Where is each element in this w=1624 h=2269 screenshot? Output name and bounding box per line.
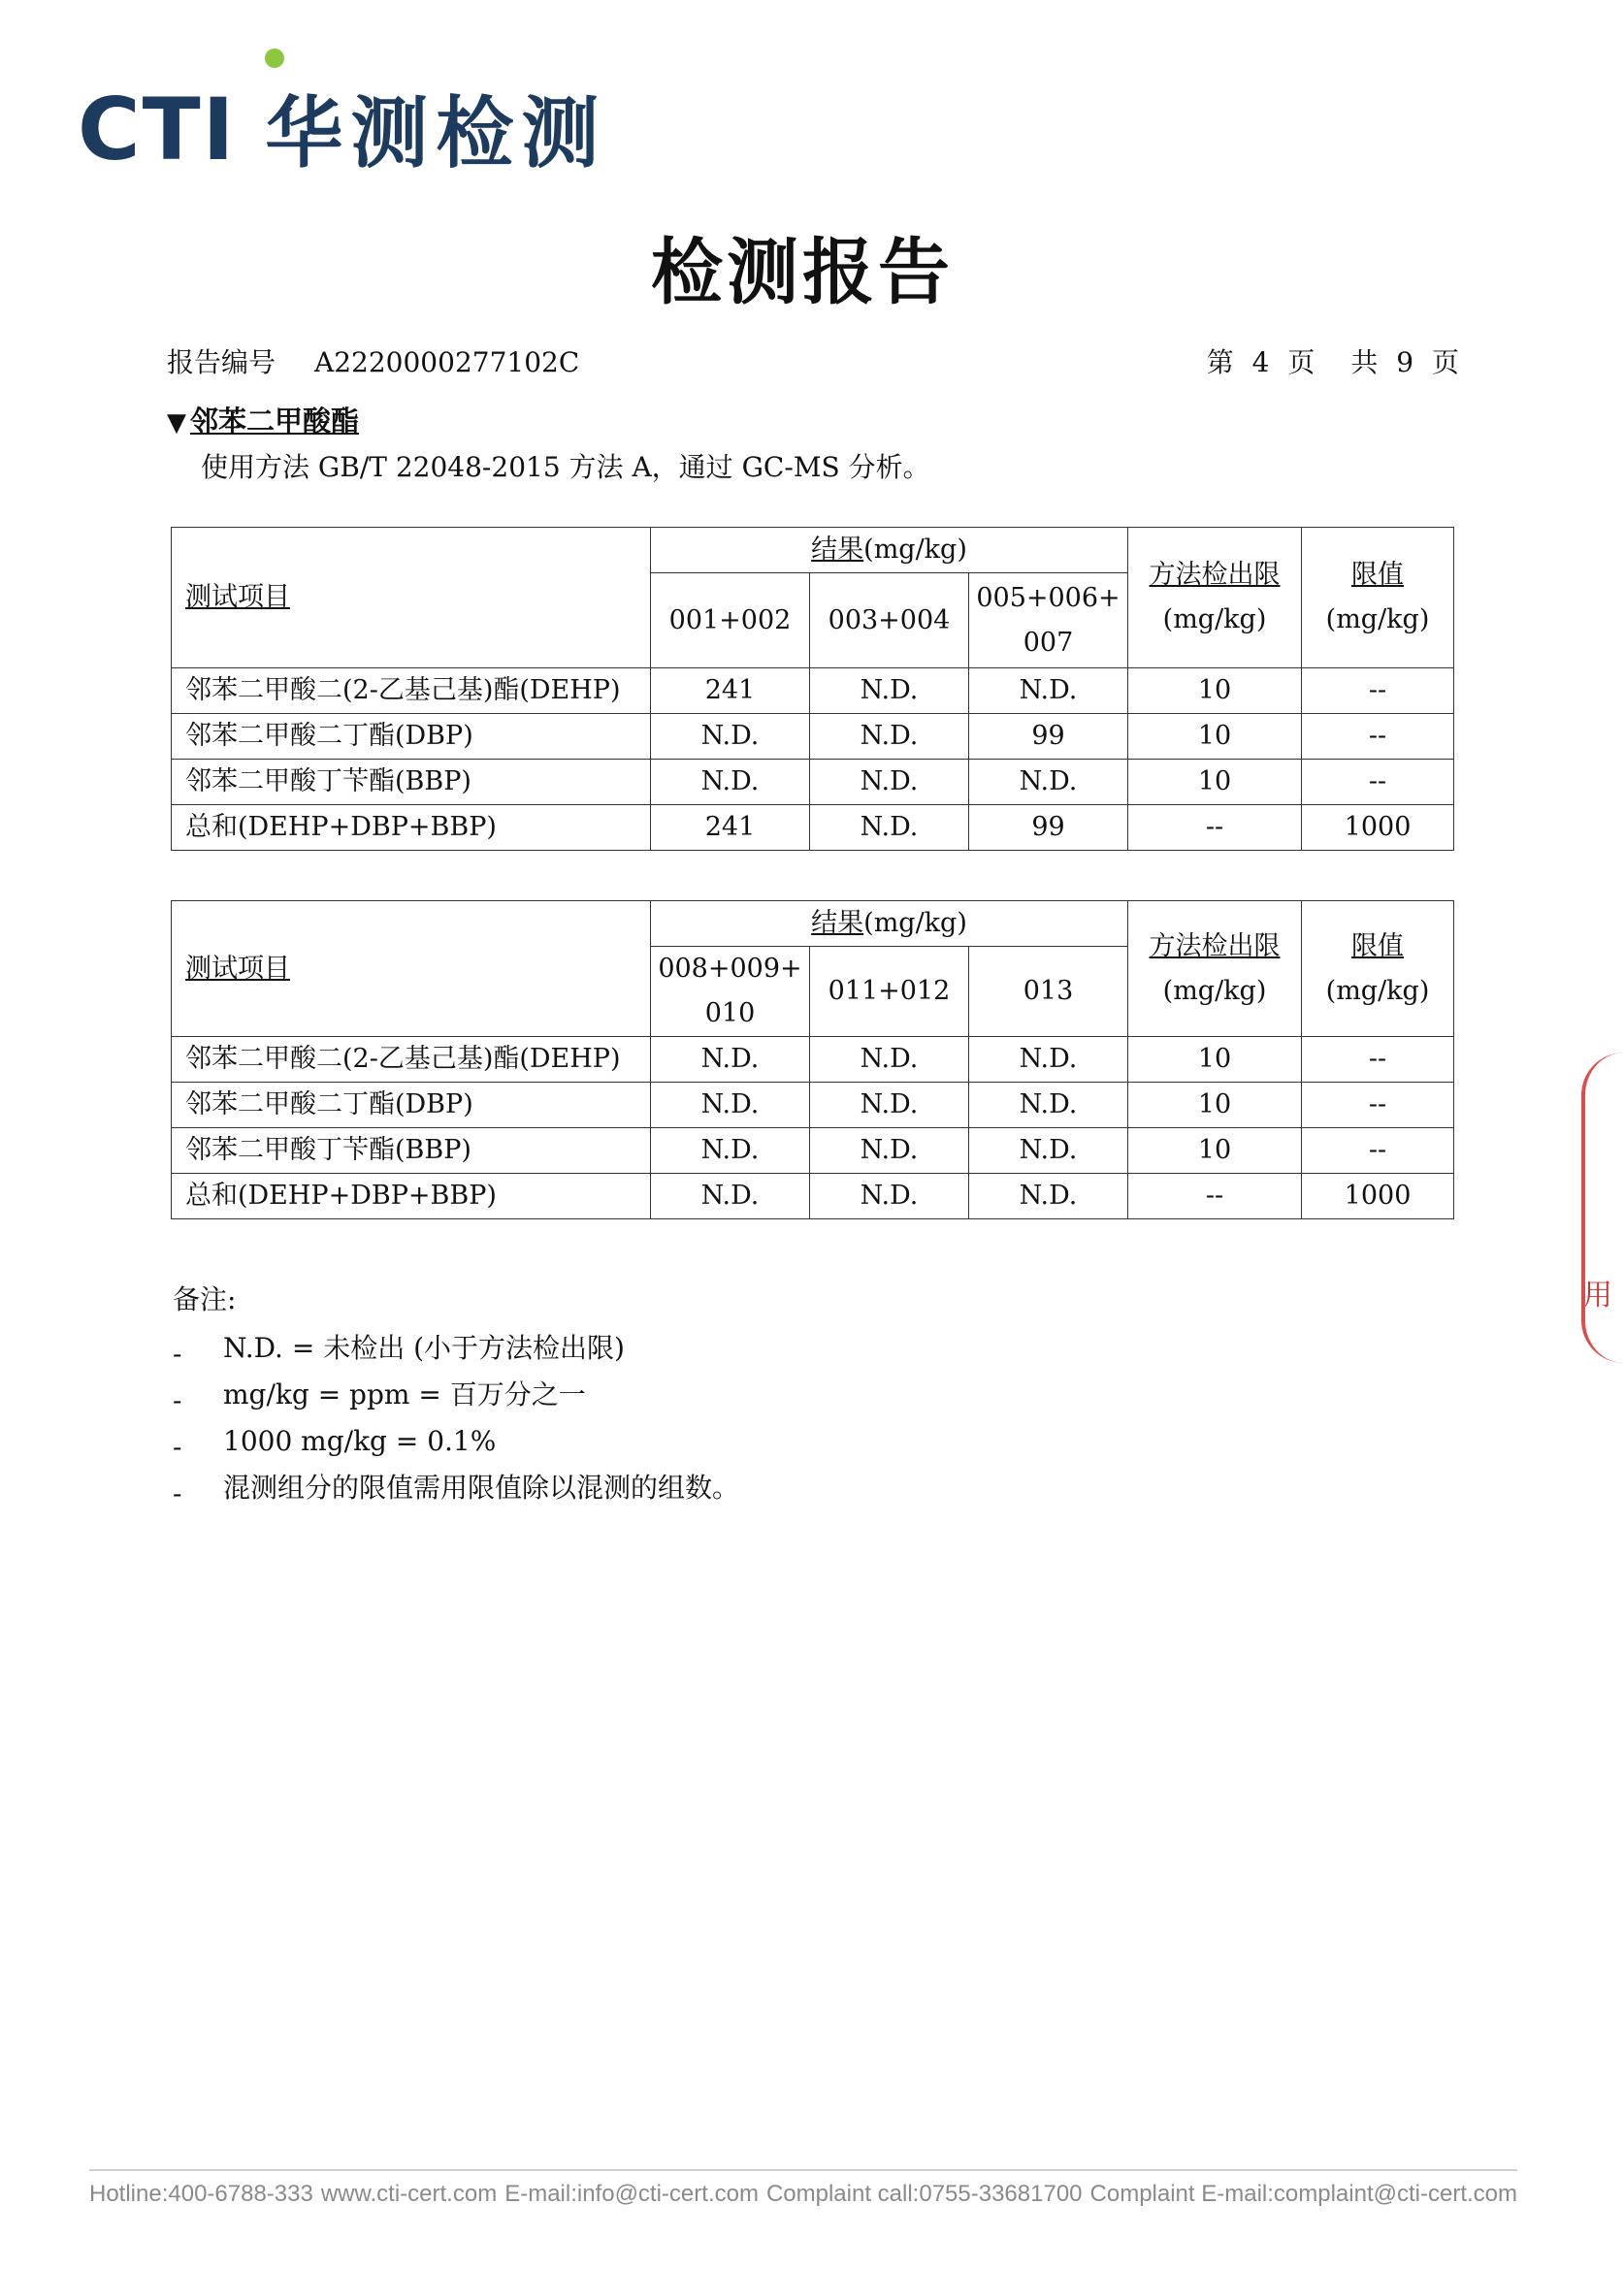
sample-col-1: 001+002 bbox=[651, 573, 810, 668]
method-description: 使用方法 GB/T 22048-2015 方法 A，通过 GC-MS 分析。 bbox=[201, 451, 930, 483]
report-number-value: A2220000277102C bbox=[314, 346, 580, 378]
table-row: 总和(DEHP+DBP+BBP) 241 N.D. 99 -- 1000 bbox=[172, 805, 1454, 851]
table-row: 邻苯二甲酸二(2-乙基己基)酯(DEHP) N.D. N.D. N.D. 10 -- bbox=[172, 1037, 1454, 1083]
total-unit: 页 bbox=[1431, 346, 1459, 378]
table-row: 邻苯二甲酸二丁酯(DBP) N.D. N.D. N.D. 10 -- bbox=[172, 1083, 1454, 1128]
triangle-down-icon: ▼ bbox=[167, 408, 186, 438]
section-heading bbox=[167, 400, 359, 439]
header-result: 结果(mg/kg) bbox=[651, 901, 1128, 947]
table-row: 邻苯二甲酸丁苄酯(BBP) N.D. N.D. N.D. 10 -- bbox=[172, 760, 1454, 805]
table-row: 邻苯二甲酸丁苄酯(BBP) N.D. N.D. N.D. 10 -- bbox=[172, 1128, 1454, 1174]
table-row: 邻苯二甲酸二丁酯(DBP) N.D. N.D. 99 10 -- bbox=[172, 714, 1454, 760]
page-prefix: 第 bbox=[1206, 346, 1234, 378]
footer-complaint-email: Complaint E-mail:complaint@cti-cert.com bbox=[1089, 2181, 1517, 2207]
total-prefix: 共 bbox=[1350, 346, 1379, 378]
sample-col-1: 008+009+ 010 bbox=[651, 947, 810, 1037]
sample-col-3: 013 bbox=[969, 947, 1128, 1037]
total-pages: 9 bbox=[1396, 346, 1414, 378]
list-item: - mg/kg = ppm = 百万分之一 bbox=[173, 1378, 586, 1416]
header-mdl: 方法检出限 (mg/kg) bbox=[1128, 901, 1302, 1037]
page-title: 检测报告 bbox=[651, 231, 954, 314]
seal-stamp bbox=[1581, 1053, 1624, 1363]
section-name: 邻苯二甲酸酯 bbox=[190, 405, 360, 438]
header-limit: 限值 (mg/kg) bbox=[1302, 901, 1454, 1037]
seal-stamp-text: 用 bbox=[1583, 1279, 1612, 1313]
notes-title: 备注: bbox=[173, 1283, 237, 1315]
footer-complaint-call: Complaint call:0755-33681700 bbox=[765, 2181, 1083, 2207]
footer-hotline: Hotline:400-6788-333 bbox=[89, 2181, 313, 2207]
header-test-item: 测试项目 bbox=[172, 528, 651, 668]
page-unit: 页 bbox=[1287, 346, 1315, 378]
notes bbox=[173, 1279, 739, 1511]
footer-email: E-mail:info@cti-cert.com bbox=[504, 2181, 759, 2207]
header-test-item: 测试项目 bbox=[172, 901, 651, 1037]
header-result: 结果(mg/kg) bbox=[651, 528, 1128, 573]
sample-col-2: 003+004 bbox=[810, 573, 969, 668]
report-number bbox=[167, 341, 579, 380]
sample-col-3: 005+006+ 007 bbox=[969, 573, 1128, 668]
page-number: 4 bbox=[1251, 346, 1270, 378]
company-logo bbox=[78, 56, 607, 179]
logo-brand: CTI bbox=[78, 80, 237, 179]
header-mdl: 方法检出限 (mg/kg) bbox=[1128, 528, 1302, 668]
logo-dot-icon bbox=[265, 49, 284, 68]
report-number-label: 报告编号 bbox=[167, 346, 276, 378]
table-row: 总和(DEHP+DBP+BBP) N.D. N.D. N.D. -- 1000 bbox=[172, 1174, 1454, 1219]
footer-website: www.cti-cert.com bbox=[320, 2181, 498, 2207]
sample-col-2: 011+012 bbox=[810, 947, 969, 1037]
footer bbox=[89, 2181, 1517, 2208]
logo-name-cn: 华测检测 bbox=[265, 88, 607, 178]
list-item: - N.D. = 未检出 (小于方法检出限) bbox=[173, 1332, 625, 1370]
results-table-1 bbox=[171, 527, 1454, 851]
list-item: - 混测组分的限值需用限值除以混测的组数。 bbox=[173, 1472, 740, 1509]
page-indicator bbox=[1197, 341, 1459, 380]
list-item: - 1000 mg/kg = 0.1% bbox=[173, 1425, 497, 1463]
header-limit: 限值 (mg/kg) bbox=[1302, 528, 1454, 668]
footer-divider bbox=[89, 2169, 1517, 2171]
table-row: 邻苯二甲酸二(2-乙基己基)酯(DEHP) 241 N.D. N.D. 10 -- bbox=[172, 668, 1454, 714]
results-table-2 bbox=[171, 900, 1454, 1219]
